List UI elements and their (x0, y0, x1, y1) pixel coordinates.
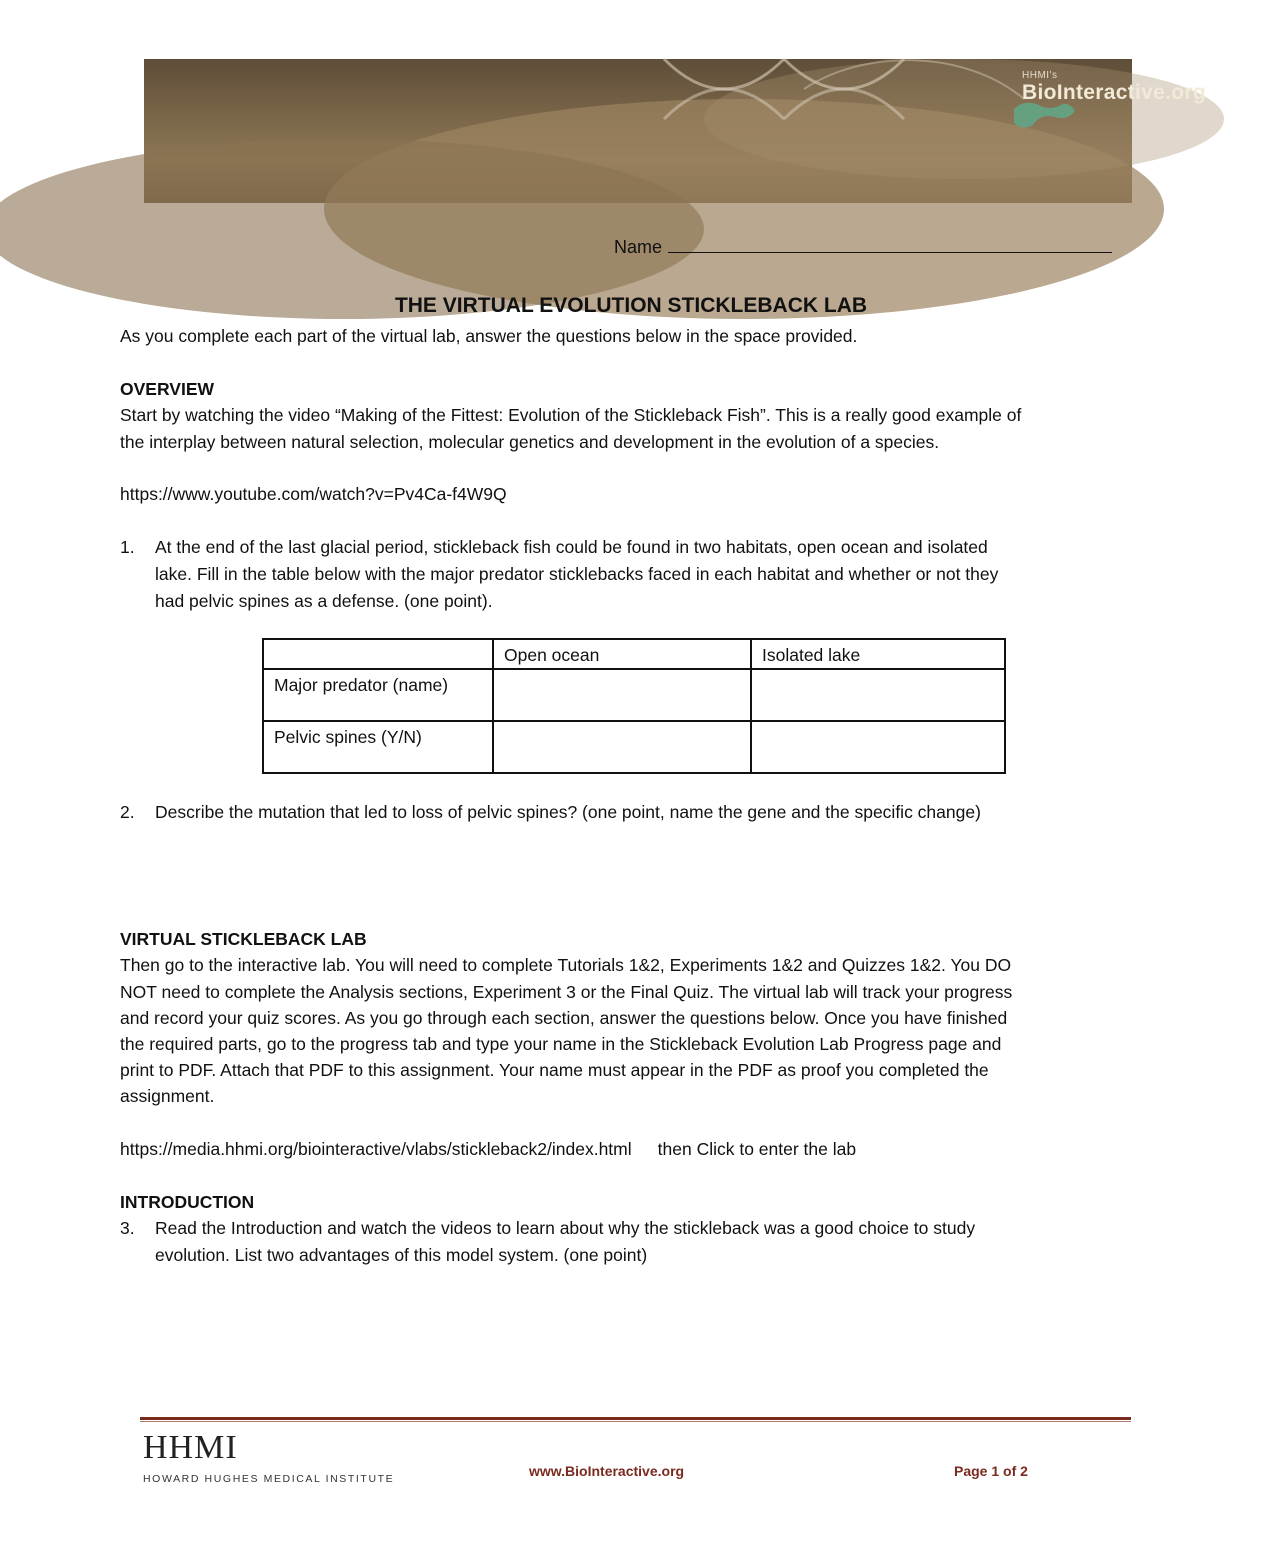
lab-line-1: Then go to the interactive lab. You will need to complete Tutorials 1&2, Experiments 1&2 and Quizzes 1&2. You DO (120, 955, 1012, 975)
question-1-line-1: At the end of the last glacial period, stickleback fish could be found in two habitats, open ocean and isolated (155, 537, 988, 557)
cell-spines-open-ocean[interactable] (493, 721, 751, 773)
table-header-blank (263, 639, 493, 669)
row-label-pelvic-spines: Pelvic spines (Y/N) (263, 721, 493, 773)
table-row-pelvic-spines (263, 721, 1005, 773)
footer-divider-thin (140, 1421, 1131, 1422)
header-banner (144, 59, 1206, 203)
name-field (614, 234, 1112, 261)
question-1-line-3: had pelvic spines as a defense. (one point). (155, 591, 493, 611)
question-2-number: 2. (120, 802, 135, 822)
biointeractive-logo (1022, 71, 1206, 105)
page-title: THE VIRTUAL EVOLUTION STICKLEBACK LAB (394, 294, 868, 317)
overview-heading: OVERVIEW (120, 379, 215, 399)
footer-divider (140, 1417, 1131, 1420)
overview-line-2: the interplay between natural selection, molecular genetics and development in the evolution of a species. (120, 432, 940, 452)
table-header-row (263, 639, 1005, 669)
predator-table (262, 638, 1006, 774)
overview-video-url: https://www.youtube.com/watch?v=Pv4Ca-f4W9Q (120, 484, 507, 504)
lab-url-suffix: then Click to enter the lab (657, 1139, 857, 1159)
name-label: Name (614, 237, 663, 257)
cell-predator-open-ocean[interactable] (493, 669, 751, 721)
question-2-text: Describe the mutation that led to loss of pelvic spines? (one point, name the gene and the specific change) (155, 802, 981, 822)
lab-line-3: and record your quiz scores. As you go through each section, answer the questions below. Once you have finished (120, 1008, 1008, 1028)
lab-url-line (120, 1136, 1160, 1163)
question-3-number: 3. (120, 1218, 135, 1238)
lab-line-5: print to PDF. Attach that PDF to this assignment. Your name must appear in the PDF as proof you completed the (120, 1060, 989, 1080)
lab-line-4: the required parts, go to the progress tab and type your name in the Stickleback Evolution Lab Progress page and (120, 1034, 1002, 1054)
question-3-line-1: Read the Introduction and watch the videos to learn about why the stickleback was a good choice to study (155, 1218, 976, 1238)
cell-predator-isolated-lake[interactable] (751, 669, 1005, 721)
cell-spines-isolated-lake[interactable] (751, 721, 1005, 773)
page-number: Page 1 of 2 (954, 1463, 1028, 1479)
lab-url: https://media.hhmi.org/biointeractive/vlabs/stickleback2/index.html (120, 1139, 632, 1159)
table-header-isolated-lake: Isolated lake (751, 639, 1005, 669)
overview-line-1: Start by watching the video “Making of the Fittest: Evolution of the Stickleback Fish”. This is a really good example of (120, 405, 1022, 425)
name-blank-line (668, 234, 1112, 253)
lab-heading: VIRTUAL STICKLEBACK LAB (120, 929, 367, 949)
table-header-open-ocean: Open ocean (493, 639, 751, 669)
table-row-major-predator (263, 669, 1005, 721)
question-3-line-2: evolution. List two advantages of this model system. (one point) (155, 1245, 648, 1265)
lab-line-2: NOT need to complete the Analysis sections, Experiment 3 or the Final Quiz. The virtual lab will track your progress (120, 982, 1013, 1002)
hhmi-logo: HHMI (143, 1429, 238, 1466)
question-1-number: 1. (120, 537, 135, 557)
question-1-line-2: lake. Fill in the table below with the major predator sticklebacks faced in each habitat and whether or not they (155, 564, 999, 584)
introduction-heading: INTRODUCTION (120, 1192, 255, 1212)
banner-artwork (144, 59, 1132, 203)
hhmi-logo-subtitle: HOWARD HUGHES MEDICAL INSTITUTE (143, 1473, 395, 1485)
logo-small-text: HHMI's (1022, 70, 1058, 81)
lab-line-6: assignment. (120, 1086, 215, 1106)
intro-text: As you complete each part of the virtual lab, answer the questions below in the space provided. (120, 326, 858, 346)
footer-url: www.BioInteractive.org (529, 1463, 685, 1479)
row-label-major-predator: Major predator (name) (263, 669, 493, 721)
logo-text: BioInteractive.org (1022, 81, 1206, 104)
